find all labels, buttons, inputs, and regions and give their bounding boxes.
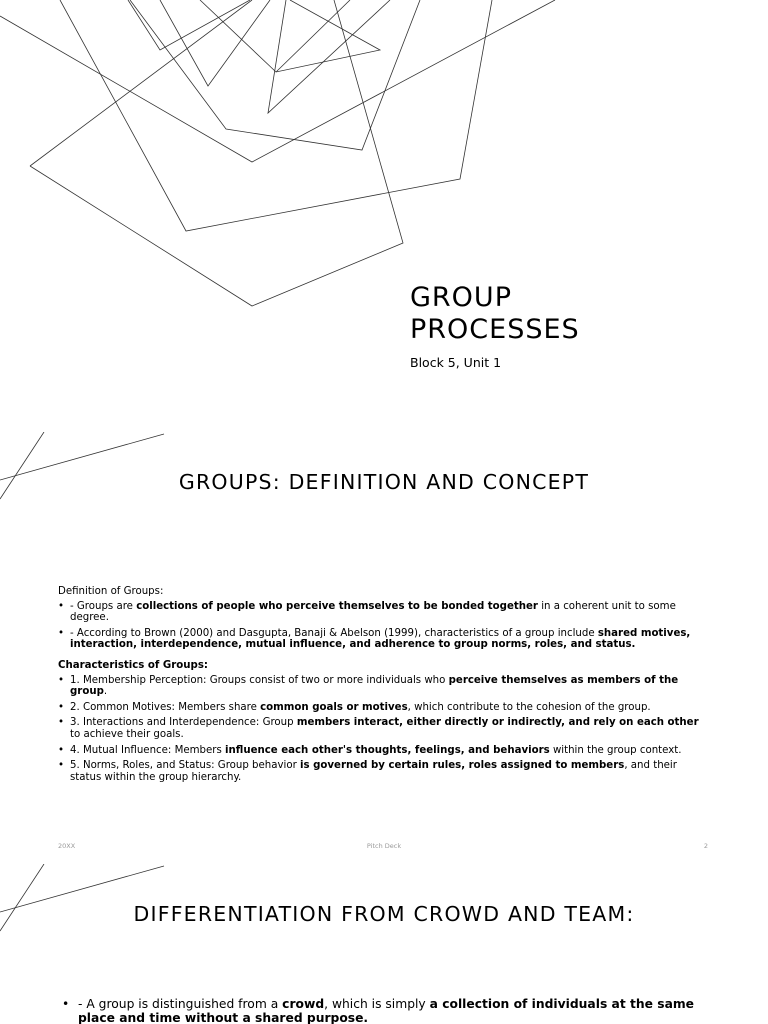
list-item xyxy=(58,675,708,698)
title-slide xyxy=(0,0,768,432)
deco-line xyxy=(268,0,390,113)
text: 4. Mutual Influence: Members xyxy=(70,744,226,756)
footer-page-number: 2 xyxy=(703,842,708,850)
text: , and their status within the group hierarchy. xyxy=(70,760,677,783)
bold-text: is governed by certain rules, roles assigned to members xyxy=(300,760,625,772)
text: 5. Norms, Roles, and Status: Group behavior xyxy=(70,760,301,772)
deco-line xyxy=(0,0,555,162)
deco-line xyxy=(130,0,420,150)
bold-text: a collection of individuals at the same place and time without a shared purpose. xyxy=(78,997,695,1024)
deco-line xyxy=(30,0,252,166)
definition-slide xyxy=(0,432,768,864)
text: , which contribute to the cohesion of the group. xyxy=(407,701,651,713)
bullet-icon: • xyxy=(58,600,65,612)
slide-body xyxy=(58,586,708,792)
text: - According to Brown (2000) and Dasgupta, Banaji & Abelson (1999), characteristics of a group include xyxy=(70,627,598,639)
bold-text: influence each other's thoughts, feelings, and behaviors xyxy=(225,744,550,756)
characteristics-list xyxy=(58,675,708,784)
slide-title: DIFFERENTIATION FROM CROWD AND TEAM: xyxy=(133,902,635,926)
deco-line xyxy=(200,0,380,72)
text: 1. Membership Perception: Groups consist of two or more individuals who xyxy=(70,674,449,686)
slide-subtitle: Block 5, Unit 1 xyxy=(410,355,502,370)
footer-date: 20XX xyxy=(58,842,76,850)
list-item xyxy=(58,702,708,714)
bold-text: perceive themselves as members of the group xyxy=(70,674,679,698)
text: within the group context. xyxy=(549,744,682,756)
text: , which is simply xyxy=(324,997,430,1011)
differentiation-list xyxy=(62,998,722,1024)
text: in a coherent unit to some degree. xyxy=(70,600,676,624)
bullet-icon: • xyxy=(62,997,70,1011)
deco-line xyxy=(160,0,270,86)
slide-title: GROUP PROCESSES xyxy=(410,282,580,345)
bold-text: common goals or motives xyxy=(260,701,408,713)
bold-text: crowd xyxy=(282,997,325,1011)
text: - Groups are xyxy=(70,600,137,612)
text: . xyxy=(103,686,108,698)
deco-line xyxy=(276,0,350,72)
deco-line xyxy=(60,0,492,231)
list-item xyxy=(62,998,722,1024)
bullet-icon: • xyxy=(58,717,65,729)
bold-text: shared motives, interaction, interdependence, mutual influence, and adherence to group norms, roles, and status. xyxy=(70,627,691,651)
text: - A group is distinguished from a xyxy=(78,997,283,1011)
characteristics-heading: Characteristics of Groups: xyxy=(58,659,208,671)
bullet-icon: • xyxy=(58,627,65,639)
bullet-icon: • xyxy=(58,744,65,756)
definition-list xyxy=(58,601,708,651)
slide-body xyxy=(62,998,722,1024)
list-item xyxy=(58,745,708,757)
text: 2. Common Motives: Members share xyxy=(70,701,261,713)
decorative-line-art xyxy=(0,0,768,432)
bullet-icon: • xyxy=(58,701,65,713)
differentiation-slide xyxy=(0,864,768,1024)
bullet-icon: • xyxy=(58,674,65,686)
definition-heading: Definition of Groups: xyxy=(58,586,164,597)
slide-title: GROUPS: DEFINITION AND CONCEPT xyxy=(178,470,590,494)
list-item xyxy=(58,601,708,624)
deco-line xyxy=(30,0,403,306)
footer-title: Pitch Deck xyxy=(366,842,402,850)
deco-line xyxy=(128,0,250,50)
list-item xyxy=(58,628,708,651)
text: 3. Interactions and Interdependence: Group xyxy=(70,717,297,729)
list-item xyxy=(58,717,708,740)
text: to achieve their goals. xyxy=(70,728,184,740)
bold-text: collections of people who perceive themselves to be bonded together xyxy=(136,600,538,612)
list-item xyxy=(58,760,708,783)
bullet-icon: • xyxy=(58,760,65,772)
bold-text: members interact, either directly or indirectly, and rely on each other xyxy=(296,717,699,729)
